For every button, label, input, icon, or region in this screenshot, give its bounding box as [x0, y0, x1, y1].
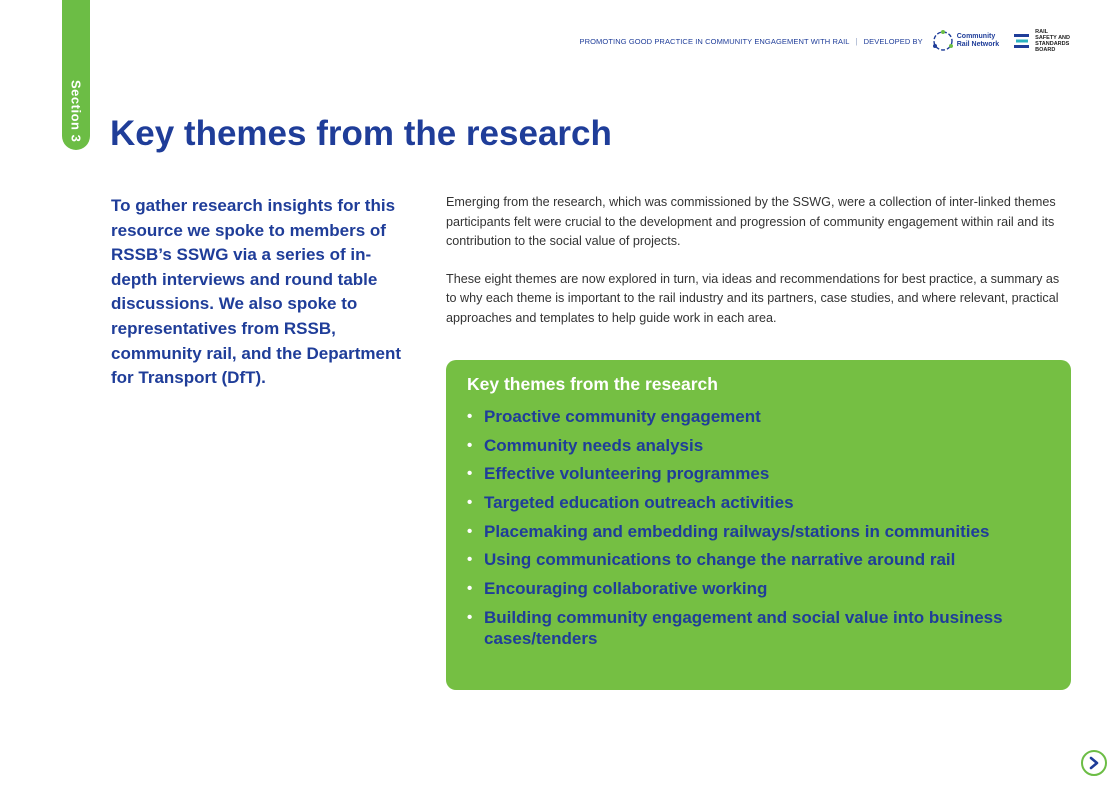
next-page-button[interactable] — [1081, 750, 1107, 776]
rssb-logo-icon — [1013, 33, 1031, 49]
crn-logo-text: Community Rail Network — [956, 33, 1000, 48]
key-themes-list — [467, 406, 1051, 650]
chevron-right-icon — [1087, 756, 1101, 770]
theme-item: • Proactive community engagement — [467, 406, 1051, 428]
theme-item: • Using communications to change the narrative around rail — [467, 549, 1051, 571]
rssb-logo — [1013, 29, 1070, 53]
body-paragraph: These eight themes are now explored in turn, via ideas and recommendations for best practice, a summary as to why each theme is important to the rail industry and its partners, case studies, and where relevant, practical approaches and templates to help guide work in each area. — [446, 271, 1060, 325]
theme-item: • Community needs analysis — [467, 435, 1051, 457]
key-themes-title: Key themes from the research — [467, 374, 718, 394]
header-separator: | — [855, 36, 858, 46]
body-paragraph: Emerging from the research, which was commissioned by the SSWG, were a collection of inter-linked themes participants felt were crucial to the development and progression of community engagement within rail and its contribution to the social value of projects. — [446, 195, 1056, 248]
community-rail-network-logo — [931, 29, 999, 53]
theme-item: • Building community engagement and social value into business cases/tenders — [467, 607, 1051, 650]
crn-logo-icon — [931, 29, 955, 53]
page-title: Key themes from the research — [110, 114, 612, 153]
section-label: Section 3 — [68, 79, 84, 142]
header-tagline: PROMOTING GOOD PRACTICE IN COMMUNITY ENGAGEMENT WITH RAIL — [579, 36, 850, 46]
intro-text: To gather research insights for this resource we spoke to members of RSSB’s SSWG via a series of in-depth interviews and round table discussions. We also spoke to representatives from RSSB, community rail, and the Department for Transport (DfT). — [111, 196, 401, 388]
theme-item: • Placemaking and embedding railways/stations in communities — [467, 521, 1051, 543]
developed-by-label: DEVELOPED BY — [863, 36, 923, 46]
theme-item: • Encouraging collaborative working — [467, 578, 1051, 600]
body-copy — [446, 193, 1066, 328]
key-themes-box — [446, 360, 1071, 690]
rssb-logo-text: RAIL SAFETY AND STANDARDS BOARD — [1035, 29, 1070, 53]
header-strip — [580, 26, 1071, 56]
section-tab[interactable] — [62, 0, 90, 150]
theme-item: • Effective volunteering programmes — [467, 463, 1051, 485]
theme-item: • Targeted education outreach activities — [467, 492, 1051, 514]
